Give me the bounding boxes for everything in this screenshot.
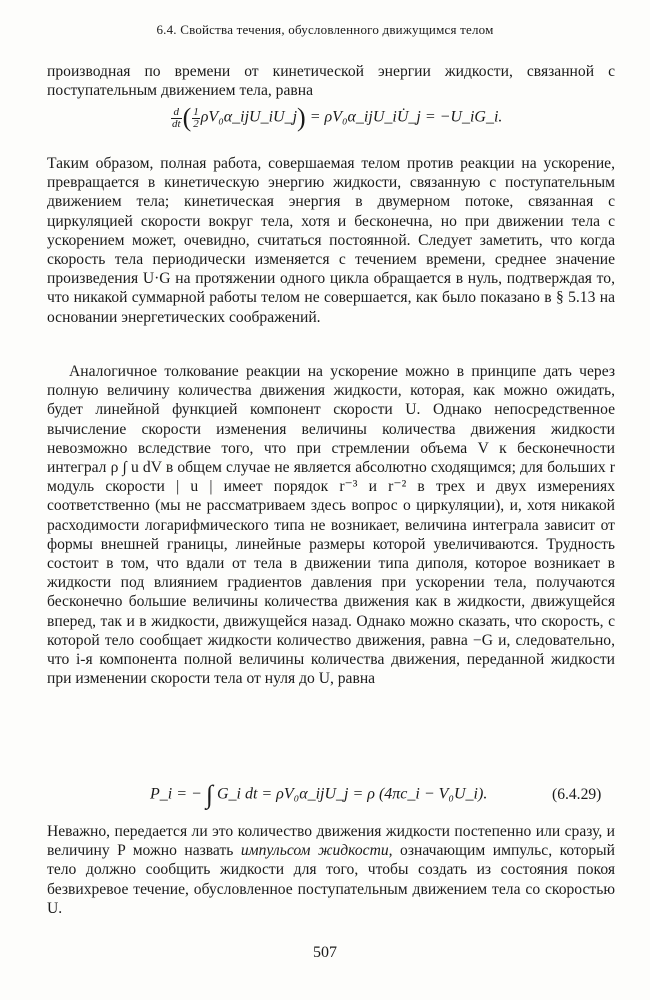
paragraph-1 bbox=[47, 62, 615, 100]
paragraph-3-text: Аналогичное толкование реакции на ускорение можно в принципе дать через полную величину количества движения жидкости, которая, как можно ожидать, будет линейной функцией компонент скорости U. Однако непосредственное вычисление скорости изменения величины количества движения жидкости невозможно вследствие того, что при стремлении объема V к бесконечности интеграл ρ ∫ u dV в общем случае не является абсолютно сходящимся; для больших r модуль скорости | u | имеет порядок r⁻³ и r⁻² в трех и двух измерениях соответственно (мы не рассматриваем здесь вопрос о циркуляции), и, хотя никакой расходимости логарифмического типа не возникает, величина интеграла зависит от формы внешней границы, линейные размеры которой увеличиваются. Трудность состоит в том, что вдали от тела в движении типа диполя, которое возникает в жидкости под влиянием градиентов давления при ускорении тела, получаются бесконечно большие величины количества движения как в жидкости, движущейся вперед, так и в жидкости, движущейся назад. Однако можно сказать, что скорость, с которой тело сообщает жидкости количество движения, равна −G и, следовательно, что i-я компонента полной величины количества движения, переданной жидкости при изменении скорости тела от нуля до U, равна bbox=[47, 363, 615, 688]
eq1-half bbox=[192, 107, 200, 130]
eq2-integral: ∫ bbox=[205, 780, 213, 809]
paragraph-4-pre: Неважно, передается ли это количество движения жидкости постепенно или сразу, и величину P можно назвать bbox=[47, 823, 615, 860]
eq1-two: 2 bbox=[193, 117, 199, 130]
eq2-lhs: P_i = − bbox=[150, 785, 202, 803]
paragraph-4-text bbox=[47, 822, 615, 918]
paragraph-2-text: Таким образом, полная работа, совершаемая телом против реакции на ускорение, превращается в кинетическую энергию жидкости, связанную с поступательным движением тела; кинетическая энергия в двумерном потоке, связанная с циркуляцией скорости вокруг тела, хотя и бесконечна, но при движении тела с ускорением может, очевидно, считаться постоянной. Следует заметить, что когда скорость тела периодически изменяется с течением времени, среднее значение произведения U·G на протяжении одного цикла обращается в нуль, подтверждая то, что никакой суммарной работы телом не совершается, как было показано в § 5.13 на основании энергетических соображений. bbox=[47, 155, 615, 326]
paragraph-2 bbox=[47, 154, 615, 327]
paragraph-3 bbox=[47, 362, 615, 688]
equation-1: $\frac{d}{dt}$ ( $\frac{1}{2}$ ρV₀α_ijU_iU_j) = ρV₀α_ijU_iU̇_j = −U_iG_i. bbox=[172, 103, 503, 132]
equation-2 bbox=[150, 780, 487, 810]
eq1-dt: dt bbox=[172, 117, 181, 130]
paragraph-4-post: означающим импульс, который тело должно сообщить жидкости для того, чтобы создать из состояния покоя безвихревое течение, обусловленное поступательным движением тела со скоростью U. bbox=[47, 842, 615, 917]
eq1-derivative bbox=[171, 107, 182, 130]
page-number: 507 bbox=[313, 944, 337, 961]
running-header: 6.4. Свойства течения, обусловленного движущимся телом bbox=[156, 22, 494, 37]
eq1-one: 1 bbox=[193, 105, 199, 118]
eq2-body: G_i dt = ρV₀α_ijU_j = ρ (4πc_i − V₀U_i). bbox=[216, 785, 488, 803]
eq1-d: d bbox=[171, 107, 182, 119]
paragraph-4-emphasis: импульсом жидкости, bbox=[240, 842, 393, 860]
eq1-lhs: ρV₀α_ijU_iU_j bbox=[200, 108, 298, 126]
paragraph-4 bbox=[47, 822, 615, 918]
paragraph-1-text: производная по времени от кинетической энергии жидкости, связанной с поступательным движением тела, равна bbox=[47, 63, 615, 100]
equation-2-number: (6.4.29) bbox=[552, 786, 602, 803]
eq1-rhs: = ρV₀α_ijU_iU̇_j = −U_iG_i. bbox=[309, 108, 503, 126]
